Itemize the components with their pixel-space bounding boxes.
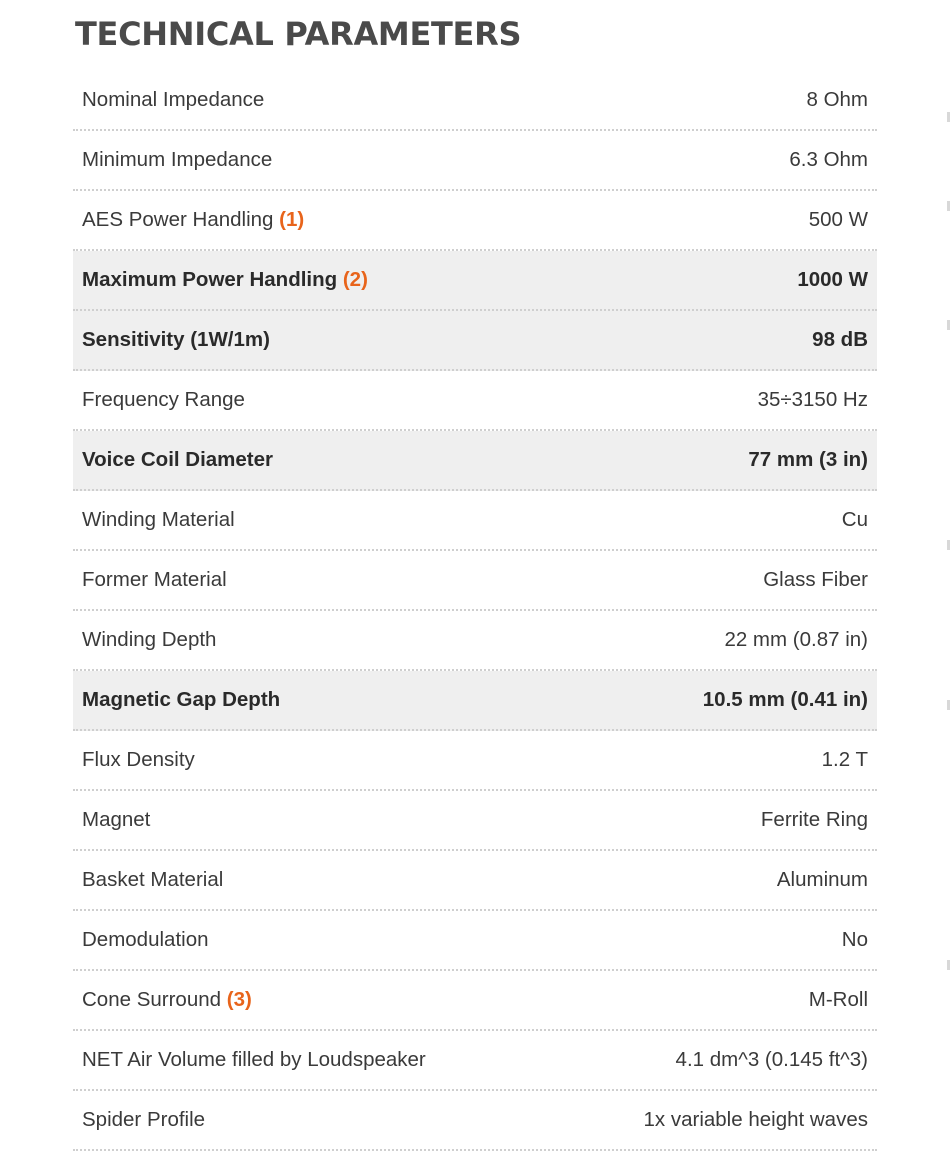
parameter-label bbox=[82, 928, 209, 952]
parameter-value: 8 Ohm bbox=[806, 88, 868, 111]
parameter-label bbox=[82, 268, 368, 292]
parameter-value: 1000 W bbox=[797, 268, 868, 291]
parameter-label bbox=[82, 868, 223, 892]
section-title: TECHNICAL PARAMETERS bbox=[75, 15, 522, 53]
parameter-value: 1.2 T bbox=[821, 748, 868, 771]
parameter-row-highlighted bbox=[73, 251, 877, 311]
parameter-value: 35÷3150 Hz bbox=[757, 388, 868, 411]
parameter-row bbox=[73, 851, 877, 911]
parameter-name: Magnetic Gap Depth bbox=[82, 688, 281, 711]
parameter-row bbox=[73, 491, 877, 551]
parameter-value: 1x variable height waves bbox=[643, 1108, 868, 1131]
parameter-row bbox=[73, 371, 877, 431]
parameter-value: M-Roll bbox=[808, 988, 868, 1011]
parameter-label bbox=[82, 688, 280, 712]
parameter-row bbox=[73, 131, 877, 191]
parameter-label bbox=[82, 808, 150, 832]
parameter-row bbox=[73, 191, 877, 251]
parameter-value: 10.5 mm (0.41 in) bbox=[702, 688, 868, 711]
parameter-label bbox=[82, 148, 272, 172]
parameter-value: 98 dB bbox=[812, 328, 868, 351]
parameter-value: Ferrite Ring bbox=[760, 808, 868, 831]
parameter-label bbox=[82, 748, 195, 772]
parameter-row bbox=[73, 71, 877, 131]
footnote-link[interactable]: (1) bbox=[279, 208, 305, 231]
parameter-label bbox=[82, 628, 216, 652]
parameter-label bbox=[82, 448, 273, 472]
parameter-row-highlighted bbox=[73, 311, 877, 371]
parameter-row-highlighted bbox=[73, 431, 877, 491]
footnote-link[interactable]: (3) bbox=[226, 988, 252, 1011]
parameter-value: Cu bbox=[841, 508, 868, 531]
parameter-name: NET Air Volume filled by Loudspeaker bbox=[82, 1048, 426, 1071]
parameter-row-highlighted bbox=[73, 671, 877, 731]
parameter-row bbox=[73, 911, 877, 971]
parameter-name: AES Power Handling bbox=[82, 208, 274, 231]
parameter-value: 4.1 dm^3 (0.145 ft^3) bbox=[675, 1048, 868, 1071]
parameter-row bbox=[73, 1091, 877, 1151]
parameter-name: Winding Material bbox=[82, 508, 235, 531]
parameter-name: Spider Profile bbox=[82, 1108, 206, 1131]
parameter-name: Magnet bbox=[82, 808, 151, 831]
parameter-name: Minimum Impedance bbox=[82, 148, 273, 171]
parameter-value: Aluminum bbox=[776, 868, 868, 891]
parameter-label bbox=[82, 1048, 426, 1072]
parameter-value: 22 mm (0.87 in) bbox=[724, 628, 868, 651]
parameter-name: Maximum Power Handling bbox=[82, 268, 338, 291]
parameter-value: No bbox=[841, 928, 868, 951]
parameter-row bbox=[73, 1031, 877, 1091]
parameter-name: Winding Depth bbox=[82, 628, 217, 651]
page-edge-decoration bbox=[944, 0, 950, 1153]
footnote-link[interactable]: (2) bbox=[342, 268, 368, 291]
parameter-value: 500 W bbox=[808, 208, 868, 231]
parameters-table bbox=[73, 71, 877, 1151]
parameter-label bbox=[82, 568, 227, 592]
parameter-label bbox=[82, 1108, 205, 1132]
parameter-name: Basket Material bbox=[82, 868, 224, 891]
parameter-row bbox=[73, 551, 877, 611]
parameter-name: Voice Coil Diameter bbox=[82, 448, 274, 471]
parameter-name: Flux Density bbox=[82, 748, 195, 771]
parameter-row bbox=[73, 971, 877, 1031]
parameter-name: Cone Surround bbox=[82, 988, 222, 1011]
parameter-name: Demodulation bbox=[82, 928, 209, 951]
parameter-name: Nominal Impedance bbox=[82, 88, 265, 111]
parameter-label bbox=[82, 208, 304, 232]
parameter-row bbox=[73, 791, 877, 851]
parameter-label bbox=[82, 88, 264, 112]
parameter-row bbox=[73, 731, 877, 791]
parameter-row bbox=[73, 611, 877, 671]
parameter-value: Glass Fiber bbox=[763, 568, 868, 591]
parameter-name: Frequency Range bbox=[82, 388, 245, 411]
parameter-label bbox=[82, 508, 235, 532]
parameter-label bbox=[82, 388, 245, 412]
parameter-name: Sensitivity (1W/1m) bbox=[82, 328, 270, 351]
parameter-label bbox=[82, 328, 270, 352]
parameter-name: Former Material bbox=[82, 568, 227, 591]
parameter-value: 77 mm (3 in) bbox=[748, 448, 868, 471]
parameter-label bbox=[82, 988, 252, 1012]
parameter-value: 6.3 Ohm bbox=[789, 148, 868, 171]
